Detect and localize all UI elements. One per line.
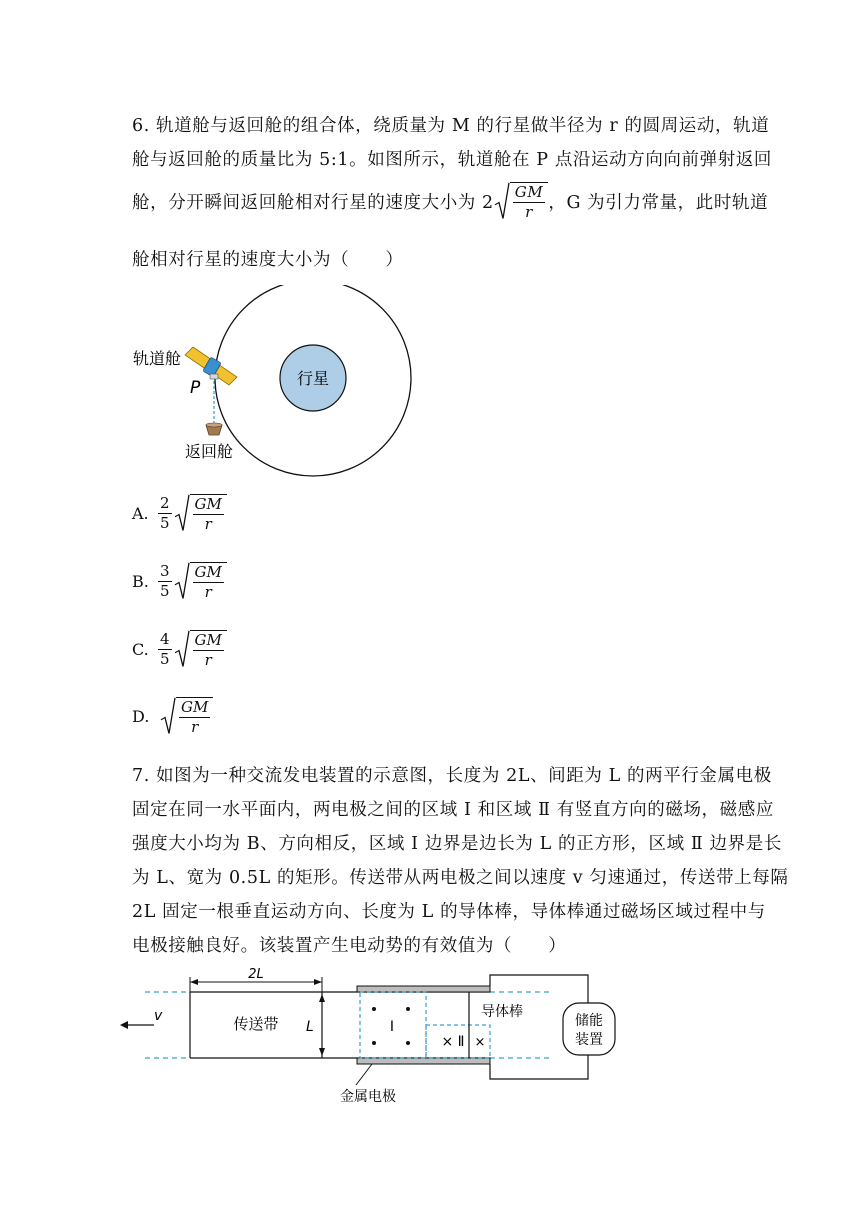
velocity-label: v [154,1008,163,1024]
q6-line-3-text-b: ，G 为引力常量，此时轨道 [548,192,769,213]
radical-sign-icon [494,182,510,220]
option-b[interactable] [132,562,227,600]
orbiter-label: 轨道舱 [133,349,182,368]
option-a-label: A. [132,503,149,523]
option-b-root-den: r [193,582,224,600]
region-2-label: × Ⅱ [441,1034,465,1050]
option-a-coef-num: 2 [160,493,170,512]
option-b-label: B. [132,571,149,591]
velocity-arrowhead-icon [120,1021,128,1029]
option-d-sqrt [160,697,213,735]
q7-line-2: 固定在同一水平面内，两电极之间的区域 Ⅰ 和区域 Ⅱ 有竖直方向的磁场，磁感应 [132,800,774,820]
rod-label: 导体棒 [481,1004,523,1020]
q7-line-6: 电极接触良好。该装置产生电动势的有效值为（ ） [132,936,567,956]
option-c[interactable] [132,630,227,668]
option-a[interactable] [132,494,227,532]
radical-sign-icon [174,562,190,600]
q7-line-5: 2L 固定一根垂直运动方向、长度为 L 的导体棒，导体棒通过磁场区域过程中与 [132,902,766,922]
point-p-label: P [190,378,201,398]
q6-frac-numerator: GM [514,183,544,201]
option-d-label: D. [132,706,150,726]
capsule-label: 返回舱 [185,442,234,461]
q7-line-4: 为 L、宽为 0.5L 的矩形。传送带从两电极之间以速度 v 匀速通过，传送带上每隔 [132,868,789,888]
option-d-root-den: r [179,717,210,735]
option-a-sqrt [174,494,227,532]
region-2-cross: × [474,1035,486,1050]
q7-generator-figure [110,965,630,1110]
q6-line-4: 舱相对行星的速度大小为（ ） [132,250,404,270]
q6-line-3 [132,182,768,220]
option-c-sqrt [174,630,227,668]
gap-l-label: L [306,1019,314,1035]
option-c-root-den: r [193,650,224,668]
capsule-icon [206,423,222,435]
q7-line-1: 7. 如图为一种交流发电装置的示意图，长度为 2L、间距为 L 的两平行金属电极 [132,766,772,786]
option-b-coef-den: 5 [160,581,170,600]
option-b-coef-num: 3 [160,561,170,580]
option-d[interactable] [132,697,213,735]
electrode-bottom [357,1058,490,1064]
radical-sign-icon [160,697,176,735]
planet-label: 行星 [296,369,330,388]
option-c-label: C. [132,639,149,659]
q6-orbit-figure [125,285,425,485]
q6-line-1: 6. 轨道舱与返回舱的组合体，绕质量为 M 的行星做半径为 r 的圆周运动，轨道 [132,116,770,136]
q6-sqrt-expression [494,182,549,220]
belt-label: 传送带 [233,1015,279,1033]
q7-line-3: 强度大小均为 B、方向相反，区域 Ⅰ 边界是边长为 L 的正方形，区域 Ⅱ 边界是长 [132,834,782,854]
option-c-coef-num: 4 [160,629,170,648]
q6-line-3-text-a: 舱，分开瞬间返回舱相对行星的速度大小为 2 [132,192,494,213]
option-a-root-den: r [193,514,224,532]
option-b-root-num: GM [194,563,222,581]
dimension-2l-label: 2L [248,967,264,982]
option-a-root-num: GM [194,495,222,513]
electrode-label: 金属电极 [340,1089,396,1105]
q6-frac-denominator: r [513,202,546,220]
radical-sign-icon [174,630,190,668]
option-c-coef-den: 5 [160,649,170,668]
radical-sign-icon [174,494,190,532]
option-a-coef-den: 5 [160,513,170,532]
region-1-label: Ⅰ [389,1019,395,1035]
storage-label-1: 储能 [575,1013,603,1029]
electrode-pointer-line [356,1064,372,1085]
option-d-root-num: GM [181,698,209,716]
option-b-sqrt [174,562,227,600]
electrode-top [357,986,490,992]
storage-label-2: 装置 [575,1032,603,1048]
option-c-root-num: GM [194,631,222,649]
q6-line-2: 舱与返回舱的质量比为 5:1。如图所示，轨道舱在 P 点沿运动方向向前弹射返回 [132,150,773,170]
